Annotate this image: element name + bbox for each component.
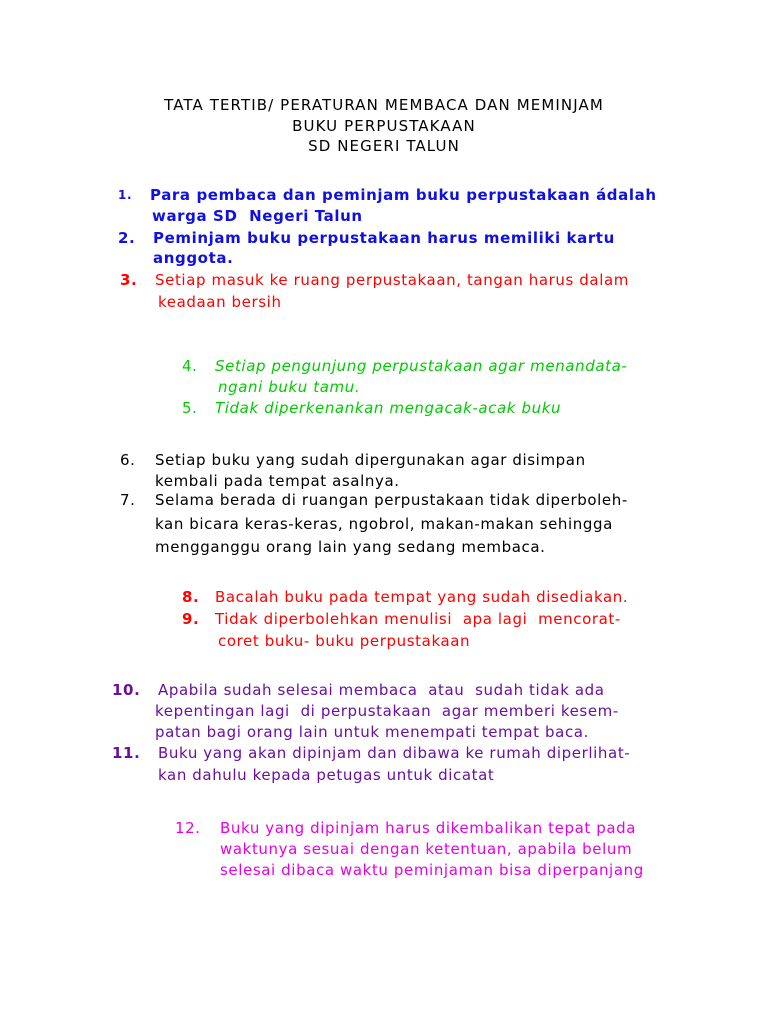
rule-text-line: keadaan bersih [158, 293, 282, 311]
rule-text-line: Buku yang dipinjam harus dikembalikan tepat pada [220, 819, 637, 837]
rule-text-line: anggota. [153, 249, 234, 267]
rule-number: 10. [112, 681, 141, 699]
page-title-line-2: BUKU PERPUSTAKAAN [292, 117, 476, 135]
rule-text-line: Setiap masuk ke ruang perpustakaan, tangan harus dalam [155, 271, 629, 289]
rule-text-line: mengganggu orang lain yang sedang membaca. [155, 538, 546, 556]
rule-text-line: ngani buku tamu. [218, 378, 361, 396]
rule-text-line: Buku yang akan dipinjam dan dibawa ke rumah diperlihat- [158, 744, 631, 762]
rule-text-line: waktunya sesuai dengan ketentuan, apabila belum [220, 840, 633, 858]
rule-text-line: Tidak diperbolehkan menulisi apa lagi mencorat- [215, 610, 621, 628]
rule-text-line: kan dahulu kepada petugas untuk dicatat [158, 766, 495, 784]
rule-number: 2. [118, 229, 136, 247]
rule-text-line: Setiap pengunjung perpustakaan agar menandata- [215, 357, 628, 375]
rule-number: 11. [112, 744, 141, 762]
rule-text-line: coret buku- buku perpustakaan [218, 632, 471, 650]
rule-text-line: Para pembaca dan peminjam buku perpustakaan ádalah [150, 186, 657, 204]
rule-text-line: Peminjam buku perpustakaan harus memiliki kartu [153, 229, 615, 247]
rule-number: 3. [120, 271, 138, 289]
rule-number: 8. [182, 588, 200, 606]
rule-text-line: warga SD Negeri Talun [152, 207, 363, 225]
rule-number: 9. [182, 610, 200, 628]
rule-text-line: selesai dibaca waktu peminjaman bisa diperpanjang [220, 861, 644, 879]
rule-text-line: Bacalah buku pada tempat yang sudah disediakan. [215, 588, 629, 606]
rule-text-line: Selama berada di ruangan perpustakaan tidak diperboleh- [155, 491, 628, 509]
rule-text-line: patan bagi orang lain untuk menempati tempat baca. [155, 723, 589, 741]
rule-text-line: Setiap buku yang sudah dipergunakan agar disimpan [155, 451, 586, 469]
rule-number: 12. [175, 819, 201, 837]
page-title-line-1: TATA TERTIB/ PERATURAN MEMBACA DAN MEMINJAM [164, 96, 604, 114]
rule-number: 5. [182, 399, 198, 417]
rule-text-line: kan bicara keras-keras, ngobrol, makan-makan sehingga [155, 515, 613, 533]
page-title-line-3: SD NEGERI TALUN [308, 137, 460, 155]
rule-number: 4. [182, 357, 198, 375]
rule-text-line: Apabila sudah selesai membaca atau sudah tidak ada [158, 681, 605, 699]
rule-text-line: kembali pada tempat asalnya. [155, 472, 400, 490]
rule-text-line: Tidak diperkenankan mengacak-acak buku [215, 399, 562, 417]
rule-number: 1. [118, 188, 133, 202]
rule-number: 7. [120, 491, 136, 509]
rule-number: 6. [120, 451, 136, 469]
rule-text-line: kepentingan lagi di perpustakaan agar memberi kesem- [155, 702, 619, 720]
